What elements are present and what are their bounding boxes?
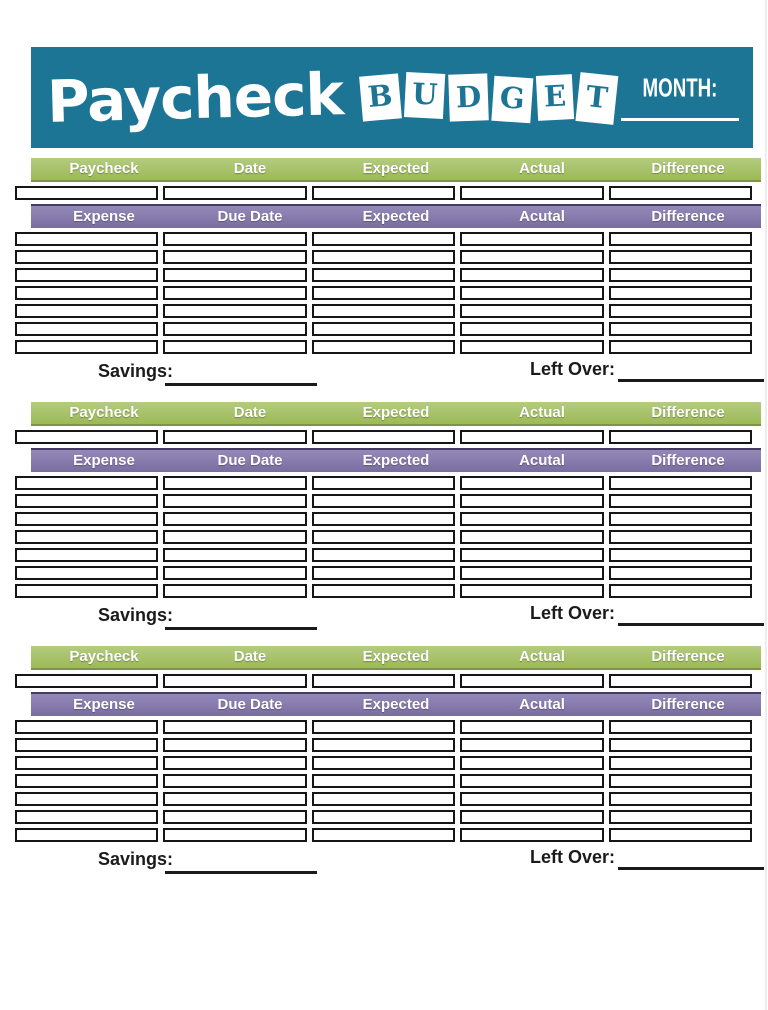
left-over-label: Left Over: <box>530 603 616 623</box>
fillable-cell[interactable] <box>460 512 603 526</box>
column-header-due-date: Due Date <box>217 696 283 713</box>
table-row <box>15 738 752 752</box>
fillable-cell[interactable] <box>460 268 603 282</box>
fillable-cell[interactable] <box>15 512 158 526</box>
fillable-cell[interactable] <box>312 250 455 264</box>
fillable-cell[interactable] <box>312 430 455 444</box>
fillable-cell[interactable] <box>15 322 158 336</box>
fillable-cell[interactable] <box>312 756 455 770</box>
table-row <box>15 792 752 806</box>
paycheck-table <box>10 182 757 204</box>
paycheck-header-row <box>31 646 761 670</box>
fillable-cell[interactable] <box>15 810 158 824</box>
fillable-cell[interactable] <box>609 828 752 842</box>
fillable-cell[interactable] <box>609 186 752 200</box>
fillable-cell[interactable] <box>609 566 752 580</box>
fillable-cell[interactable] <box>15 720 158 734</box>
column-header-difference: Difference <box>651 696 725 713</box>
column-header-difference: Difference <box>651 160 725 177</box>
column-header-actual: Acutal <box>519 452 565 469</box>
fillable-cell[interactable] <box>312 476 455 490</box>
budget-section <box>10 646 757 880</box>
fillable-cell[interactable] <box>460 322 603 336</box>
column-header-date: Date <box>233 648 267 665</box>
fillable-cell[interactable] <box>163 430 306 444</box>
column-header-date: Date <box>233 160 267 177</box>
fillable-cell[interactable] <box>312 828 455 842</box>
savings-input-line[interactable] <box>165 627 317 630</box>
fillable-cell[interactable] <box>312 340 455 354</box>
fillable-cell[interactable] <box>460 286 603 300</box>
table-row <box>15 286 752 300</box>
column-header-difference: Difference <box>651 648 725 665</box>
table-row <box>15 512 752 526</box>
paycheck-script-title: Paycheck <box>46 59 344 136</box>
month-field <box>621 75 739 121</box>
budget-section <box>10 402 757 636</box>
fillable-cell[interactable] <box>15 584 158 598</box>
fillable-cell[interactable] <box>312 304 455 318</box>
table-row <box>15 548 752 562</box>
savings-label: Savings: <box>98 361 174 381</box>
fillable-cell[interactable] <box>609 268 752 282</box>
fillable-cell[interactable] <box>312 268 455 282</box>
expense-table <box>10 716 757 846</box>
savings-input-line[interactable] <box>165 383 317 386</box>
fillable-cell[interactable] <box>163 810 306 824</box>
month-input-line[interactable] <box>621 118 739 121</box>
fillable-cell[interactable] <box>312 738 455 752</box>
fillable-cell[interactable] <box>15 828 158 842</box>
fillable-cell[interactable] <box>163 340 306 354</box>
fillable-cell[interactable] <box>609 774 752 788</box>
fillable-cell[interactable] <box>609 250 752 264</box>
column-header-actual: Actual <box>519 160 565 177</box>
expense-header-row <box>31 448 761 472</box>
fillable-cell[interactable] <box>460 584 603 598</box>
expense-header-row <box>31 204 761 228</box>
column-header-difference: Difference <box>651 404 725 421</box>
fillable-cell[interactable] <box>312 494 455 508</box>
budget-letter-tile: U <box>404 72 446 119</box>
fillable-cell[interactable] <box>460 340 603 354</box>
fillable-cell[interactable] <box>163 774 306 788</box>
fillable-cell[interactable] <box>609 674 752 688</box>
fillable-cell[interactable] <box>15 530 158 544</box>
fillable-cell[interactable] <box>460 494 603 508</box>
title-banner <box>31 47 753 148</box>
fillable-cell[interactable] <box>312 530 455 544</box>
fillable-cell[interactable] <box>163 304 306 318</box>
fillable-cell[interactable] <box>609 304 752 318</box>
fillable-cell[interactable] <box>163 720 306 734</box>
fillable-cell[interactable] <box>15 340 158 354</box>
fillable-cell[interactable] <box>609 792 752 806</box>
fillable-cell[interactable] <box>163 674 306 688</box>
fillable-cell[interactable] <box>163 232 306 246</box>
savings-label: Savings: <box>98 849 174 869</box>
fillable-cell[interactable] <box>460 232 603 246</box>
month-label: MONTH: <box>642 73 718 103</box>
fillable-cell[interactable] <box>609 232 752 246</box>
left-over-input-line[interactable] <box>618 623 764 626</box>
section-footer <box>10 846 757 880</box>
fillable-cell[interactable] <box>460 828 603 842</box>
fillable-cell[interactable] <box>163 268 306 282</box>
fillable-cell[interactable] <box>460 738 603 752</box>
fillable-cell[interactable] <box>15 774 158 788</box>
fillable-cell[interactable] <box>15 268 158 282</box>
table-row <box>15 828 752 842</box>
fillable-cell[interactable] <box>15 738 158 752</box>
column-header-actual: Actual <box>519 648 565 665</box>
fillable-cell[interactable] <box>609 720 752 734</box>
column-header-actual: Acutal <box>519 208 565 225</box>
section-footer <box>10 602 757 636</box>
fillable-cell[interactable] <box>460 792 603 806</box>
fillable-cell[interactable] <box>15 476 158 490</box>
fillable-cell[interactable] <box>312 232 455 246</box>
expense-table <box>10 228 757 358</box>
fillable-cell[interactable] <box>460 810 603 824</box>
fillable-cell[interactable] <box>163 530 306 544</box>
fillable-cell[interactable] <box>460 674 603 688</box>
fillable-cell[interactable] <box>15 304 158 318</box>
fillable-cell[interactable] <box>163 792 306 806</box>
table-row <box>15 268 752 282</box>
table-row <box>15 322 752 336</box>
table-row <box>15 476 752 490</box>
fillable-cell[interactable] <box>460 250 603 264</box>
fillable-cell[interactable] <box>609 322 752 336</box>
fillable-cell[interactable] <box>609 738 752 752</box>
column-header-actual: Acutal <box>519 696 565 713</box>
column-header-difference: Difference <box>651 452 725 469</box>
fillable-cell[interactable] <box>163 186 306 200</box>
fillable-cell[interactable] <box>15 548 158 562</box>
fillable-cell[interactable] <box>609 548 752 562</box>
fillable-cell[interactable] <box>312 186 455 200</box>
left-over-input-line[interactable] <box>618 379 764 382</box>
fillable-cell[interactable] <box>609 584 752 598</box>
savings-label: Savings: <box>98 605 174 625</box>
column-header-paycheck: Paycheck <box>69 404 139 421</box>
column-header-paycheck: Paycheck <box>69 648 139 665</box>
fillable-cell[interactable] <box>460 530 603 544</box>
budget-letter-tile: G <box>491 76 533 124</box>
paycheck-header-row <box>31 158 761 182</box>
paycheck-header-row <box>31 402 761 426</box>
expense-header-row <box>31 692 761 716</box>
fillable-cell[interactable] <box>312 720 455 734</box>
fillable-cell[interactable] <box>460 756 603 770</box>
table-row <box>15 566 752 580</box>
fillable-cell[interactable] <box>163 512 306 526</box>
budget-block-title <box>361 73 615 122</box>
fillable-cell[interactable] <box>163 548 306 562</box>
fillable-cell[interactable] <box>15 430 158 444</box>
fillable-cell[interactable] <box>609 530 752 544</box>
fillable-cell[interactable] <box>163 738 306 752</box>
column-header-difference: Difference <box>651 208 725 225</box>
fillable-cell[interactable] <box>609 494 752 508</box>
fillable-cell[interactable] <box>609 512 752 526</box>
fillable-cell[interactable] <box>15 494 158 508</box>
fillable-cell[interactable] <box>163 566 306 580</box>
fillable-cell[interactable] <box>15 232 158 246</box>
table-row <box>15 340 752 354</box>
fillable-cell[interactable] <box>609 286 752 300</box>
fillable-cell[interactable] <box>609 430 752 444</box>
paycheck-table <box>10 670 757 692</box>
fillable-cell[interactable] <box>15 792 158 806</box>
fillable-cell[interactable] <box>163 756 306 770</box>
fillable-cell[interactable] <box>312 792 455 806</box>
fillable-cell[interactable] <box>312 322 455 336</box>
left-over-label: Left Over: <box>530 847 616 867</box>
table-row <box>15 720 752 734</box>
column-header-expected: Expected <box>362 404 430 421</box>
table-row <box>15 530 752 544</box>
table-row <box>15 304 752 318</box>
table-row <box>15 494 752 508</box>
table-row <box>15 774 752 788</box>
fillable-cell[interactable] <box>312 512 455 526</box>
fillable-cell[interactable] <box>460 430 603 444</box>
fillable-cell[interactable] <box>15 566 158 580</box>
fillable-cell[interactable] <box>163 250 306 264</box>
fillable-cell[interactable] <box>15 186 158 200</box>
fillable-cell[interactable] <box>163 494 306 508</box>
budget-letter-tile: E <box>536 74 574 121</box>
fillable-cell[interactable] <box>460 476 603 490</box>
table-row <box>15 430 752 444</box>
column-header-expected: Expected <box>362 160 430 177</box>
fillable-cell[interactable] <box>609 810 752 824</box>
fillable-cell[interactable] <box>163 322 306 336</box>
table-row <box>15 232 752 246</box>
column-header-expense: Expense <box>73 696 135 713</box>
column-header-expected: Expected <box>362 696 430 713</box>
section-footer <box>10 358 757 392</box>
table-row <box>15 186 752 200</box>
table-row <box>15 584 752 598</box>
fillable-cell[interactable] <box>15 286 158 300</box>
fillable-cell[interactable] <box>460 304 603 318</box>
fillable-cell[interactable] <box>312 584 455 598</box>
left-over-input-line[interactable] <box>618 867 764 870</box>
fillable-cell[interactable] <box>163 828 306 842</box>
fillable-cell[interactable] <box>609 756 752 770</box>
fillable-cell[interactable] <box>312 566 455 580</box>
fillable-cell[interactable] <box>460 566 603 580</box>
fillable-cell[interactable] <box>609 476 752 490</box>
left-over-label: Left Over: <box>530 359 616 379</box>
fillable-cell[interactable] <box>312 286 455 300</box>
column-header-expected: Expected <box>362 648 430 665</box>
column-header-expense: Expense <box>73 208 135 225</box>
column-header-expected: Expected <box>362 208 430 225</box>
table-row <box>15 756 752 770</box>
table-row <box>15 250 752 264</box>
fillable-cell[interactable] <box>312 774 455 788</box>
fillable-cell[interactable] <box>15 250 158 264</box>
fillable-cell[interactable] <box>163 476 306 490</box>
fillable-cell[interactable] <box>163 584 306 598</box>
column-header-actual: Actual <box>519 404 565 421</box>
column-header-expense: Expense <box>73 452 135 469</box>
fillable-cell[interactable] <box>609 340 752 354</box>
fillable-cell[interactable] <box>312 674 455 688</box>
fillable-cell[interactable] <box>460 548 603 562</box>
budget-letter-tile: D <box>448 73 489 121</box>
fillable-cell[interactable] <box>163 286 306 300</box>
fillable-cell[interactable] <box>460 186 603 200</box>
fillable-cell[interactable] <box>312 548 455 562</box>
column-header-due-date: Due Date <box>217 208 283 225</box>
fillable-cell[interactable] <box>15 756 158 770</box>
fillable-cell[interactable] <box>460 774 603 788</box>
column-header-expected: Expected <box>362 452 430 469</box>
column-header-date: Date <box>233 404 267 421</box>
expense-table <box>10 472 757 602</box>
budget-letter-tile: B <box>359 73 401 121</box>
fillable-cell[interactable] <box>15 674 158 688</box>
budget-letter-tile: T <box>575 72 618 125</box>
column-header-due-date: Due Date <box>217 452 283 469</box>
table-row <box>15 810 752 824</box>
fillable-cell[interactable] <box>312 810 455 824</box>
fillable-cell[interactable] <box>460 720 603 734</box>
table-row <box>15 674 752 688</box>
paycheck-table <box>10 426 757 448</box>
budget-section <box>10 158 757 392</box>
savings-input-line[interactable] <box>165 871 317 874</box>
column-header-paycheck: Paycheck <box>69 160 139 177</box>
